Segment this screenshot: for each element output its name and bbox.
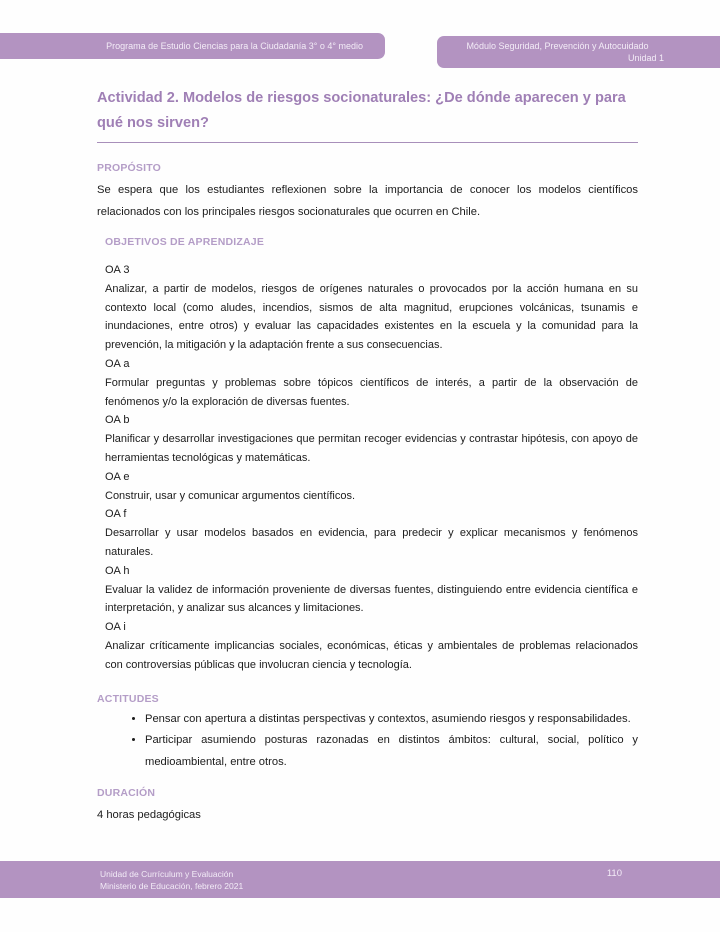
proposito-heading: PROPÓSITO [97,162,162,174]
page-footer [0,861,720,898]
module-badge-title: Módulo Seguridad, Prevención y Autocuidado [466,41,649,51]
oa-label: OA a [105,357,130,370]
oa-text: Construir, usar y comunicar argumentos científicos. [105,489,356,502]
oa-label: OA i [105,621,126,634]
page-number: 110 [606,868,622,879]
oa-label: OA b [105,414,130,427]
actitudes-list [97,709,638,774]
oa-text: Analizar, a partir de modelos, riesgos de orígenes naturales o provocados por la acción humana en su contexto local (como aludes, incendios, sismos de alta magnitud, erupciones volcánicas, tsunamis e inundaciones, entre otros) y evaluar las capacidades existentes en la escuela y la comunidad para la prevención, la mitigación y la adaptación frente a sus consecuencias. [105,282,638,352]
proposito-body: Se espera que los estudiantes reflexionen sobre la importancia de conocer los modelos científicos relacionados con los principales riesgos socionaturales que ocurren en Chile. [97,184,638,218]
duracion-heading: DURACIÓN [97,787,156,800]
oa-label: OA h [105,564,130,577]
oa-label: OA e [105,470,130,483]
objetivos-list [105,261,638,675]
program-badge-label: Programa de Estudio Ciencias para la Ciudadanía 3° o 4° medio [106,41,363,51]
footer-credit-line2: Ministerio de Educación, febrero 2021 [100,881,244,891]
oa-text: Formular preguntas y problemas sobre tópicos científicos de interés, a partir de la observación de fenómenos y/o la exploración de diversas fuentes. [105,376,638,408]
footer-credit-line1: Unidad de Currículum y Evaluación [100,869,234,879]
module-badge-unit: Unidad 1 [627,53,664,63]
oa-text: Desarrollar y usar modelos basados en evidencia, para predecir y explicar mecanismos y fenómenos naturales. [105,527,638,558]
actitudes-item: • Participar asumiendo posturas razonadas en distintos ámbitos: cultural, social, político y medioambiental, entre otros. [145,730,638,773]
title-divider [97,142,638,143]
oa-label: OA f [105,508,127,521]
oa-label: OA 3 [105,264,130,276]
footer-credits [100,868,243,892]
oa-text: Evaluar la validez de información proveniente de diversas fuentes, distinguiendo entre evidencia científica e interpretación, y analizar sus alcances y limitaciones. [105,583,638,615]
duracion-body: 4 horas pedagógicas [97,809,201,822]
actitudes-heading: ACTITUDES [97,692,159,705]
activity-title: Actividad 2. Modelos de riesgos socionaturales: ¿De dónde aparecen y para qué nos sirven? [97,90,626,131]
actitudes-item: • Pensar con apertura a distintas perspectivas y contextos, asumiendo riesgos y responsabilidades. [145,709,638,731]
oa-text: Planificar y desarrollar investigaciones que permitan recoger evidencias y contrastar hipótesis, con apoyo de herramientas tecnológicas y matemáticas. [105,433,638,464]
objetivos-heading: OBJETIVOS DE APRENDIZAJE [105,236,265,248]
oa-text: Analizar críticamente implicancias sociales, económicas, éticas y ambientales de problemas relacionados con controversias públicas que involucran ciencia y tecnología. [105,639,638,671]
